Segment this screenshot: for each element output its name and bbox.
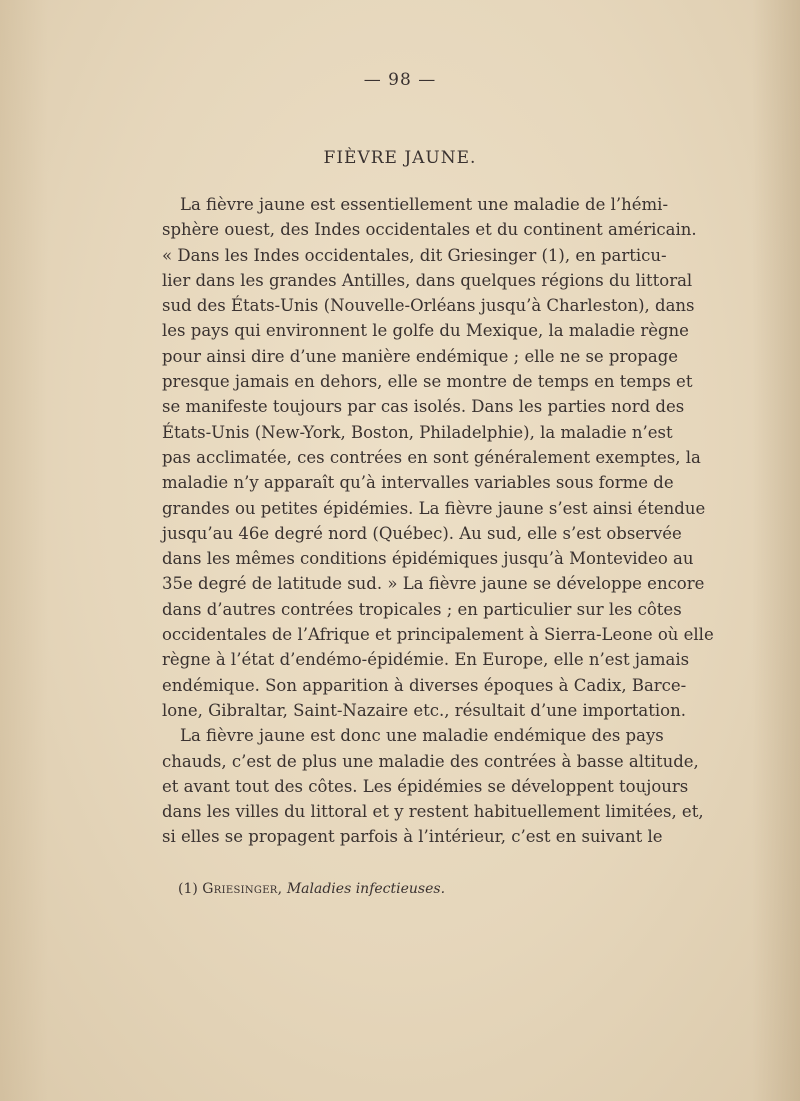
text-line: occidentales de l’Afrique et principalement à Sierra-Leone où elle [162,625,714,645]
text-line: lier dans les grandes Antilles, dans quelques régions du littoral [162,270,693,290]
text-line: dans d’autres contrées tropicales ; en particulier sur les côtes [162,599,682,619]
text-line: 35e degré de latitude sud. » La fièvre jaune se développe encore [162,574,705,594]
text-line: maladie n’y apparaît qu’à intervalles variables sous forme de [162,473,674,493]
footnote-work: Maladies infectieuses. [286,881,446,897]
footnote-author: Griesinger, [202,881,283,897]
text-line: presque jamais en dehors, elle se montre de temps en temps et [162,372,693,392]
text-line: La fièvre jaune est donc une maladie endémique des pays [180,726,664,746]
chapter-title: FIÈVRE JAUNE. [323,148,477,168]
text-line: dans les villes du littoral et y restent habituellement limitées, et, [162,802,704,822]
text-line: jusqu’au 46e degré nord (Québec). Au sud, elle s’est observée [162,523,682,543]
text-line: « Dans les Indes occidentales, dit Griesinger (1), en particu- [162,245,667,265]
body-text [162,192,714,850]
text-line: lone, Gibraltar, Saint-Nazaire etc., résultait d’une importation. [162,700,686,720]
page-number: — 98 — [363,70,437,90]
text-line: La fièvre jaune est essentiellement une maladie de l’hémi- [180,195,669,214]
text-line: se manifeste toujours par cas isolés. Dans les parties nord des [162,397,685,417]
text-line: si elles se propagent parfois à l’intérieur, c’est en suivant le [162,827,663,847]
text-line: règne à l’état d’endémo-épidémie. En Europe, elle n’est jamais [162,650,690,670]
text-line: chauds, c’est de plus une maladie des contrées à basse altitude, [162,751,699,771]
text-line: pas acclimatée, ces contrées en sont généralement exemptes, la [162,447,701,467]
footnote [178,881,445,897]
text-line: et avant tout des côtes. Les épidémies se développent toujours [162,776,689,796]
text-line: sphère ouest, des Indes occidentales et du continent américain. [162,220,697,240]
footnote-marker: (1) [178,881,198,897]
text-line: États-Unis (New-York, Boston, Philadelphie), la maladie n’est [162,422,673,442]
text-line: sud des États-Unis (Nouvelle-Orléans jusqu’à Charleston), dans [162,296,695,316]
text-line: pour ainsi dire d’une manière endémique ; elle ne se propage [162,346,679,366]
text-line: grandes ou petites épidémies. La fièvre jaune s’est ainsi étendue [162,498,706,518]
text-line: endémique. Son apparition à diverses époques à Cadix, Barce- [162,675,687,695]
text-line: dans les mêmes conditions épidémiques jusqu’à Montevideo au [162,549,694,569]
text-line: les pays qui environnent le golfe du Mexique, la maladie règne [162,321,689,341]
